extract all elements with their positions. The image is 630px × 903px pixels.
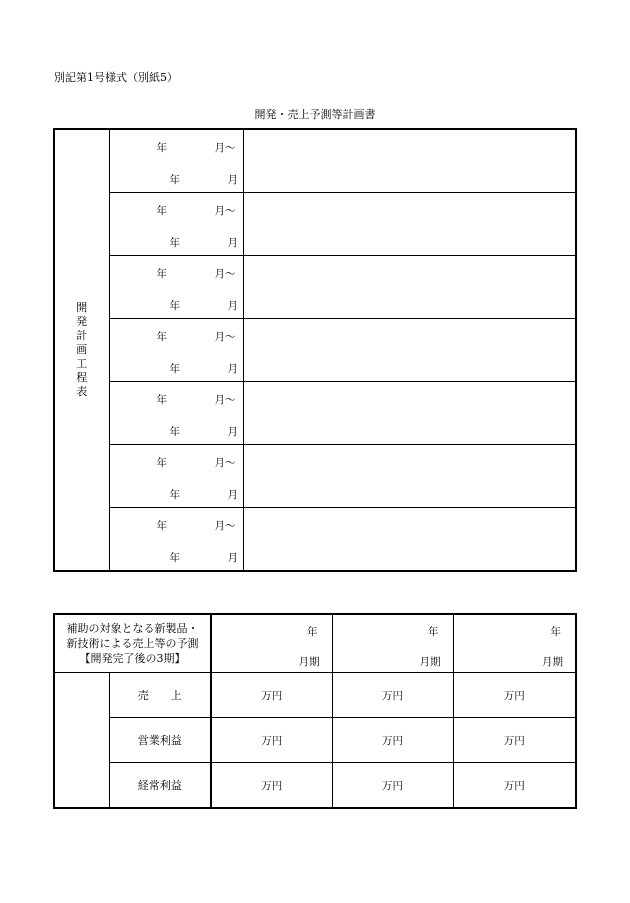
end-year-label: 年 — [169, 300, 180, 312]
end-month-label: 月 — [227, 363, 238, 375]
amount-cell[interactable]: 万円 — [332, 718, 453, 763]
end-year-label: 年 — [169, 237, 180, 249]
schedule-period-cell[interactable] — [109, 319, 243, 382]
forecast-blank-cell — [54, 673, 109, 809]
start-year-label: 年 — [156, 520, 167, 532]
start-month-label: 月～ — [214, 268, 236, 280]
schedule-period-cell[interactable] — [109, 445, 243, 508]
schedule-content-cell[interactable] — [243, 256, 576, 319]
schedule-content-cell[interactable] — [243, 193, 576, 256]
start-month-label: 月～ — [214, 142, 236, 154]
end-year-label: 年 — [169, 363, 180, 375]
start-year-label: 年 — [156, 205, 167, 217]
amount-cell[interactable]: 万円 — [211, 763, 332, 809]
schedule-period-cell[interactable] — [109, 508, 243, 572]
end-month-label: 月 — [227, 174, 238, 186]
start-year-label: 年 — [156, 394, 167, 406]
side-label-char: 表 — [76, 385, 88, 398]
start-year-label: 年 — [156, 331, 167, 343]
side-label-char: 発 — [76, 315, 88, 328]
start-year-label: 年 — [156, 457, 167, 469]
amount-cell[interactable]: 万円 — [453, 673, 576, 718]
schedule-period-cell[interactable] — [109, 193, 243, 256]
amount-cell[interactable]: 万円 — [453, 763, 576, 809]
document-title: 開発・売上予測等計画書 — [254, 108, 376, 121]
forecast-header-line: 新技術による売上等の予測 — [66, 637, 199, 650]
side-label-char: 開 — [76, 301, 88, 314]
end-year-label: 年 — [169, 552, 180, 564]
schedule-period-cell[interactable] — [109, 129, 243, 193]
start-month-label: 月～ — [214, 205, 236, 217]
period-year-label: 年 — [550, 626, 561, 638]
end-year-label: 年 — [169, 489, 180, 501]
start-month-label: 月～ — [214, 520, 236, 532]
amount-cell[interactable]: 万円 — [211, 673, 332, 718]
forecast-header-line: 【開発完了後の3期】 — [79, 652, 186, 665]
amount-cell[interactable]: 万円 — [332, 763, 453, 809]
period-year-label: 年 — [307, 626, 318, 638]
sales-row-label: 売 上 — [109, 673, 211, 718]
end-month-label: 月 — [227, 552, 238, 564]
side-label-char: 計 — [76, 329, 88, 342]
schedule-content-cell[interactable] — [243, 508, 576, 572]
end-month-label: 月 — [227, 426, 238, 438]
schedule-period-cell[interactable] — [109, 382, 243, 445]
forecast-period-cell[interactable] — [332, 614, 453, 673]
start-month-label: 月～ — [214, 394, 236, 406]
amount-cell[interactable]: 万円 — [453, 718, 576, 763]
schedule-content-cell[interactable] — [243, 445, 576, 508]
schedule-side-label — [54, 129, 109, 571]
forecast-period-cell[interactable] — [211, 614, 332, 673]
start-month-label: 月～ — [214, 331, 236, 343]
development-schedule-table — [53, 128, 577, 572]
end-month-label: 月 — [227, 237, 238, 249]
schedule-content-cell[interactable] — [243, 129, 576, 193]
schedule-content-cell[interactable] — [243, 382, 576, 445]
end-month-label: 月 — [227, 489, 238, 501]
start-year-label: 年 — [156, 142, 167, 154]
start-year-label: 年 — [156, 268, 167, 280]
schedule-period-cell[interactable] — [109, 256, 243, 319]
amount-cell[interactable]: 万円 — [332, 673, 453, 718]
period-term-label: 月期 — [419, 656, 441, 668]
side-label-char: 画 — [76, 343, 88, 356]
ordinary-profit-row-label: 経常利益 — [109, 763, 211, 809]
period-term-label: 月期 — [298, 656, 320, 668]
start-month-label: 月～ — [214, 457, 236, 469]
end-year-label: 年 — [169, 426, 180, 438]
end-year-label: 年 — [169, 174, 180, 186]
amount-cell[interactable]: 万円 — [211, 718, 332, 763]
side-label-char: 程 — [76, 371, 88, 384]
forecast-header — [54, 614, 211, 673]
period-term-label: 月期 — [542, 656, 563, 668]
period-year-label: 年 — [428, 626, 439, 638]
sales-forecast-table — [53, 613, 577, 809]
forecast-header-line: 補助の対象となる新製品・ — [66, 622, 199, 635]
schedule-content-cell[interactable] — [243, 319, 576, 382]
operating-profit-row-label: 営業利益 — [109, 718, 211, 763]
side-label-char: 工 — [76, 357, 88, 370]
end-month-label: 月 — [227, 300, 238, 312]
form-reference: 別記第1号様式（別紙5） — [54, 71, 178, 84]
forecast-period-cell[interactable] — [453, 614, 576, 673]
